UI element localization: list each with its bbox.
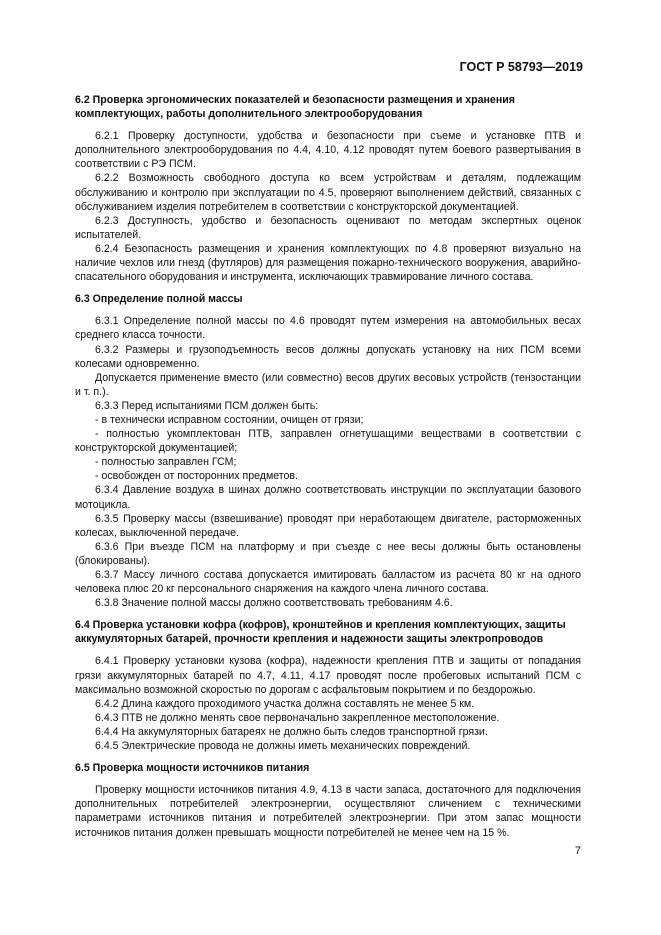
list-item: - полностью укомплектован ПТВ, заправлен огнетушащими веществами в соответствии с конструкторской документацией; [75, 428, 581, 455]
paragraph: 6.2.2 Возможность свободного доступа ко всем устройствам и деталям, подлежащим обслуживанию и контролю при эксплуатации по 4.5, проверяют выполнением действий, связанных с обслуживанием изделия потребителем в соответствии с конструкторской документацией. [75, 172, 581, 213]
paragraph: 6.3.2 Размеры и грузоподъемность весов должны допускать установку на них ПСМ всеми колесами одновременно. [75, 343, 581, 370]
standard-number: ГОСТ Р 58793—2019 [459, 60, 583, 74]
paragraph: 6.3.5 Проверку массы (взвешивание) проводят при неработающем двигателе, расторможенных колесах, выключенной передаче. [75, 512, 581, 539]
paragraph: 6.3.7 Массу личного состава допускается имитировать балластом из расчета 80 кг на одного человека плюс 20 кг персонального снаряжения на каждого члена личного состава. [75, 569, 581, 596]
paragraph: 6.3.8 Значение полной массы должно соответствовать требованиям 4.6. [95, 597, 453, 610]
paragraph: 6.2.3 Доступность, удобство и безопасность оценивают по методам экспертных оценок испытателей. [75, 214, 581, 241]
section-heading-6-3: 6.3 Определение полной массы [75, 293, 243, 306]
paragraph: 6.4.2 Длина каждого проходимого участка должна составлять не менее 5 км. [95, 697, 475, 710]
paragraph: 6.4.4 На аккумуляторных батареях не должно быть следов транспортной грязи. [95, 725, 488, 738]
document-body [75, 93, 581, 840]
paragraph: Допускается применение вместо (или совместно) весов других весовых устройств (тензостанции и т. п.). [75, 371, 581, 398]
paragraph: 6.4.1 Проверку установки кузова (кофра), надежности крепления ПТВ и защиты от попадания грязи аккумуляторных батарей по 4.7, 4.11, 4.17 проводят после пробеговых испытаний ПСМ с максимально возможной скоростью по дорогам с асфальтовым покрытием и по бездорожью. [75, 655, 581, 696]
paragraph: 6.3.3 Перед испытаниями ПСМ должен быть: [95, 399, 319, 412]
list-item: - полностью заправлен ГСМ; [95, 456, 237, 469]
section-heading-6-5: 6.5 Проверка мощности источников питания [75, 762, 310, 775]
paragraph: 6.3.4 Давление воздуха в шинах должно соответствовать инструкции по эксплуатации базового мотоцикла. [75, 484, 581, 511]
list-item: - освобожден от посторонних предметов. [95, 470, 298, 483]
paragraph: 6.2.4 Безопасность размещения и хранения комплектующих по 4.8 проверяют визуально на наличие чехлов или гнезд (футляров) для размещения пожарно-технического вооружения, аварийно-спасательного оборудования и инструмента, исключающих травмирование личного состава. [75, 242, 581, 284]
paragraph: Проверку мощности источников питания 4.9, 4.13 в части запаса, достаточного для подключения дополнительных потребителей электроэнергии, осуществляют сличением с техническими параметрами источников питания и потребителей электроэнергии. При этом запас мощности источников питания должен превышать мощности потребителей не менее чем на 15 %. [75, 784, 581, 839]
paragraph: 6.3.1 Определение полной массы по 4.6 проводят путем измерения на автомобильных весах среднего класса точности. [75, 315, 581, 342]
paragraph: 6.4.5 Электрические провода не должны иметь механических повреждений. [95, 740, 471, 753]
section-heading-6-2: 6.2 Проверка эргономических показателей и безопасности размещения и хранения комплектующих, работы дополнительного электрооборудования [75, 94, 515, 121]
section-heading-6-4: 6.4 Проверка установки кофра (кофров), кронштейнов и крепления комплектующих, защиты аккумуляторных батарей, прочности крепления и надежности защиты электропроводов [75, 619, 566, 646]
paragraph: 6.3.6 При въезде ПСМ на платформу и при съезде с нее весы должны быть остановлены (блокированы). [75, 540, 581, 567]
page-number: 7 [574, 845, 581, 857]
paragraph: 6.4.3 ПТВ не должно менять свое первоначально закрепленное местоположение. [95, 711, 500, 724]
paragraph: 6.2.1 Проверку доступности, удобства и безопасности при съеме и установке ПТВ и дополнительного электрооборудования по 4.4, 4.10, 4.12 проводят путем боевого развертывания в соответствии с РЭ ПСМ. [75, 130, 581, 171]
list-item: - в технически исправном состоянии, очищен от грязи; [95, 413, 364, 426]
